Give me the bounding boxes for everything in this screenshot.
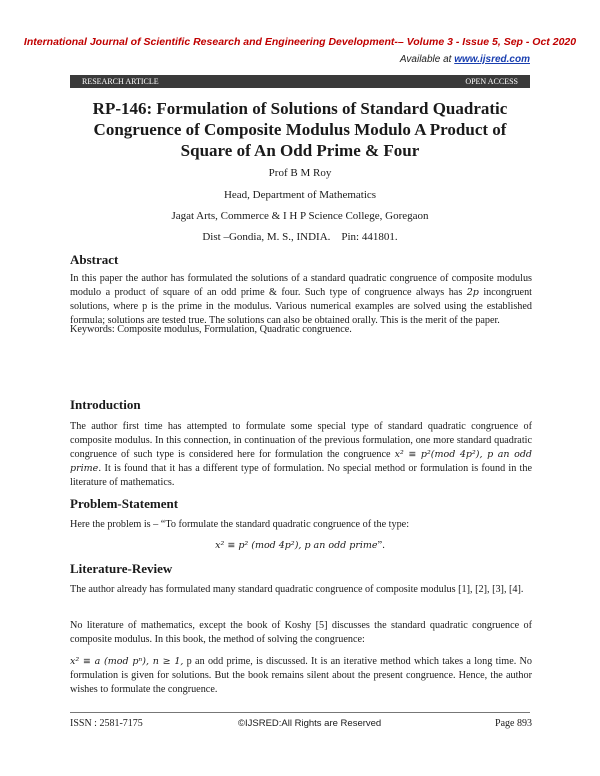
abstract-part-1: In this paper the author has formulated the solutions of a standard quadratic congruence of composite modulus modulo a product of square of an odd prime & four. Such type of congruence always has (70, 273, 532, 298)
abstract-text (70, 272, 532, 328)
footer-rights: ©IJSRED:All Rights are Reserved (238, 718, 382, 729)
author-college: Jagat Arts, Commerce & I H P Science College, Goregaon (171, 210, 429, 222)
available-prefix: Available at (399, 54, 452, 65)
introduction-heading: Introduction (70, 397, 141, 412)
open-access-tag: OPEN ACCESS (465, 77, 518, 86)
intro-part-1: The author first time has attempted to formulate some special type of standard quadratic congruence of composite modulus. In this connection, in continuation of the previous formulation, one more standard quadratic congruence of such type is considered here for formulation the congruence (70, 421, 532, 460)
abstract-part-2: incongruent solutions, where p is the prime in the modulus. Various numerical examples are solved using the established formula; solutions are tested true. The solutions can also be obtained orally. This is the merit of the paper. (70, 287, 533, 326)
footer-divider (70, 712, 530, 713)
literature-text-3 (70, 655, 532, 697)
paper-title: RP-146: Formulation of Solutions of Standard Quadratic Congruence of Composite Modulus Modulo A Product of Square of An Odd Prime & Four (92, 99, 508, 160)
literature-math: x² ≡ a (mod pⁿ), n ≥ 1, (70, 656, 184, 667)
literature-part-3: p an odd prime, is discussed. It is an iterative method which takes a long time. No formulation is given for solutions. But the book remains silent about the present congruence. Hence, the author wishes to formulate the congruence. (70, 656, 532, 695)
problem-equation (0, 540, 600, 551)
introduction-text (70, 420, 532, 490)
journal-header: International Journal of Scientific Research and Engineering Development-– Volume 3 - Issue 5, Sep - Oct 2020 (23, 36, 577, 48)
problem-text: Here the problem is – “To formulate the standard quadratic congruence of the type: (70, 519, 410, 530)
abstract-heading: Abstract (70, 252, 119, 267)
intro-math: x² ≡ p²(mod 4p²), p an odd prime. (70, 449, 532, 474)
journal-url-link[interactable]: www.ijsred.com (454, 54, 530, 65)
footer-page: Page 893 (495, 718, 532, 729)
footer-issn: ISSN : 2581-7175 (70, 718, 143, 729)
literature-heading: Literature-Review (70, 561, 173, 576)
problem-equation-tail: ”. (377, 540, 385, 551)
intro-part-2: It is found that it has a different type of formulation. No special method or formulation is found in the literature of mathematics. (70, 463, 532, 488)
availability (400, 54, 530, 65)
problem-heading: Problem-Statement (70, 496, 179, 511)
literature-text-1: The author already has formulated many standard quadratic congruence of composite modulus [1], [2], [3], [4]. (70, 584, 524, 595)
research-article-tag: RESEARCH ARTICLE (82, 77, 159, 86)
author-position: Head, Department of Mathematics (223, 189, 377, 201)
literature-text-2: No literature of mathematics, except the book of Koshy [5] discusses the standard quadratic congruence of composite modulus. In this book, the method of solving the congruence: (70, 620, 532, 645)
article-banner (70, 75, 530, 88)
author-name: Prof B M Roy (268, 167, 332, 179)
author-address: Dist –Gondia, M. S., INDIA. Pin: 441801. (202, 231, 398, 243)
abstract-math: 2p (466, 287, 479, 298)
problem-equation-math: x² ≡ p² (mod 4p²), p an odd prime (215, 540, 378, 551)
keywords: Keywords: Composite modulus, Formulation, Quadratic congruence. (70, 324, 352, 335)
